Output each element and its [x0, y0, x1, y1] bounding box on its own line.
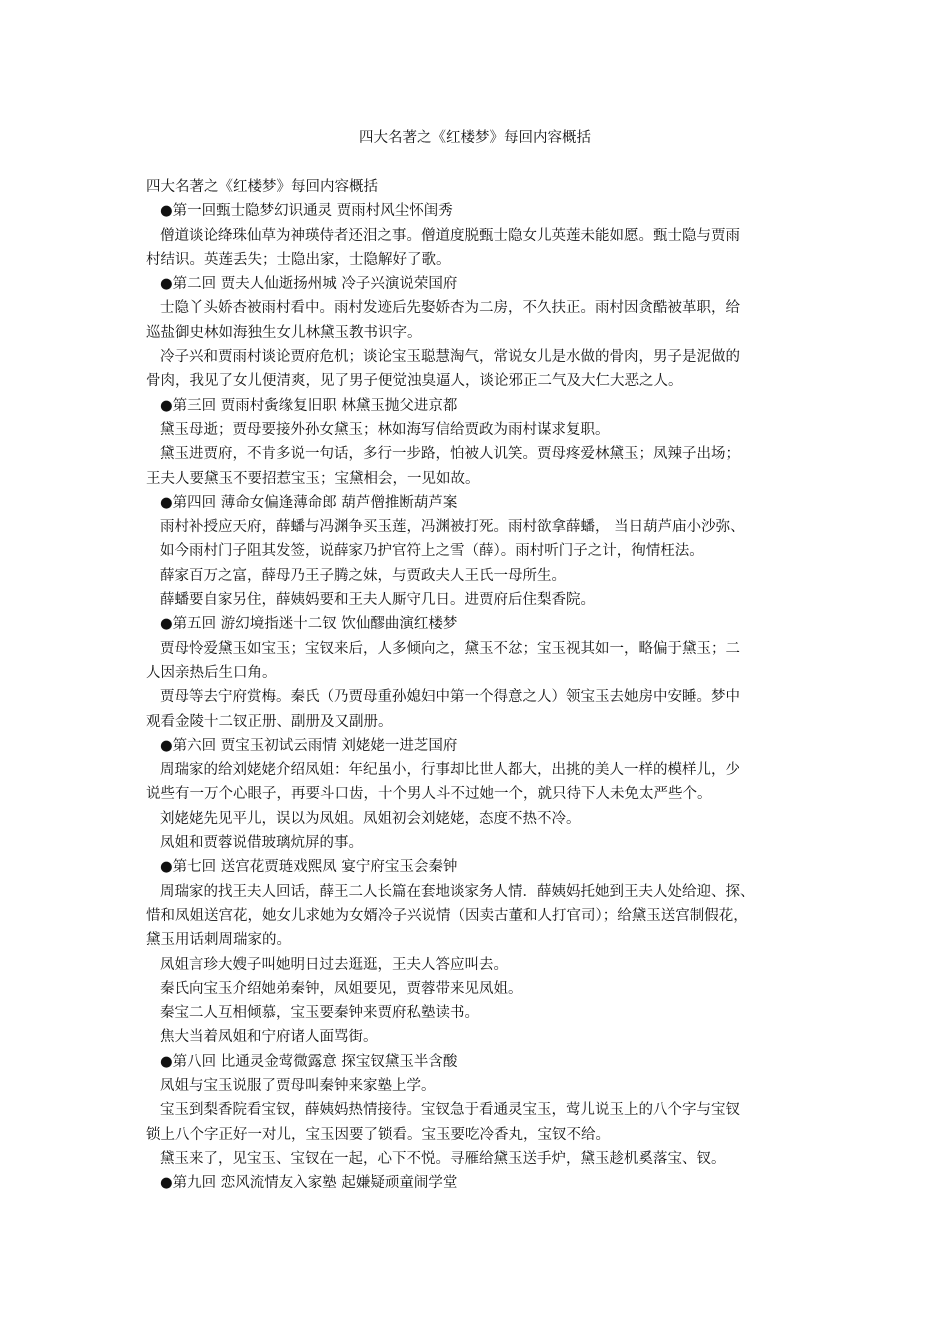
paragraph-line: 秦氏向宝玉介绍她弟秦钟，凤姐要见，贾蓉带来见凤姐。 — [160, 980, 523, 997]
paragraph-line: 凤姐和贾蓉说借玻璃炕屏的事。 — [160, 835, 363, 852]
chapter-heading: ● 第六回 贾宝玉初试云雨情 刘姥姥一进芝国府 — [146, 734, 811, 758]
chapter-heading: ● 第四回 薄命女偏逢薄命郎 葫芦僧推断葫芦案 — [146, 491, 811, 515]
paragraph-line: 贾母怜爱黛玉如宝玉；宝钗来后，人多倾向之，黛玉不忿；宝玉视其如一，略偏于黛玉；二 — [160, 640, 740, 657]
paragraph-line: 贾母等去宁府赏梅。秦氏（乃贾母重孙媳妇中第一个得意之人）领宝玉去她房中安睡。梦中 — [160, 689, 740, 706]
paragraph-continuation: 村结识。英莲丢失；士隐出家，士隐解好了歌。 — [146, 251, 451, 268]
paragraph-line: 薛家百万之富，薛母乃王子腾之妹，与贾政夫人王氏一母所生。 — [160, 567, 566, 584]
paragraph-line: 僧道谈论绛珠仙草为神瑛侍者还泪之事。僧道度脱甄士隐女儿英莲未能如愿。甄士隐与贾雨 — [160, 227, 740, 244]
chapter-heading: ● 第二回 贾夫人仙逝扬州城 冷子兴演说荣国府 — [146, 272, 811, 296]
paragraph-continuation: 观看金陵十二钗正册、副册及又副册。 — [146, 713, 393, 730]
paragraph-line: 周瑞家的给刘姥姥介绍凤姐：年纪虽小，行事却比世人都大，出挑的美人一样的模样儿，少 — [160, 762, 740, 779]
paragraph-continuation: 人因亲热后生口角。 — [146, 664, 277, 681]
paragraph-continuation: 惜和凤姐送宫花，她女儿求她为女婿冷子兴说情（因卖古董和人打官司）；给黛玉送宫制假花， — [146, 907, 748, 924]
paragraph-continuation: 锁上八个字正好一对儿，宝玉因要了锁看。宝玉要吃冷香丸，宝钗不给。 — [146, 1126, 610, 1143]
paragraph-line: 周瑞家的找王夫人回话，薛王二人长篇在套地谈家务人情．薛姨妈托她到王夫人处给迎、探、 — [160, 883, 755, 900]
paragraph-line: 薛蟠要自家另住，薛姨妈要和王夫人厮守几日。进贾府后住梨香院。 — [160, 592, 595, 609]
document-body — [146, 175, 811, 1195]
paragraph-continuation: 说些有一万个心眼子，再要斗口齿，十个男人斗不过她一个，就只待下人未免太严些个。 — [146, 786, 712, 803]
chapter-heading: ● 第三回 贾雨村夤缘复旧职 林黛玉抛父进京都 — [146, 394, 811, 418]
paragraph-line: 凤姐与宝玉说服了贾母叫秦钟来家塾上学。 — [160, 1077, 436, 1094]
paragraph-line: 冷子兴和贾雨村谈论贾府危机；谈论宝玉聪慧淘气，常说女儿是水做的骨肉，男子是泥做的 — [160, 349, 740, 366]
chapter-heading: ● 第一回甄士隐梦幻识通灵 贾雨村风尘怀闺秀 — [146, 199, 811, 223]
paragraph-line: 刘姥姥先见平儿，误以为凤姐。凤姐初会刘姥姥，态度不热不冷。 — [160, 810, 581, 827]
paragraph-line: 宝玉到梨香院看宝钗，薛姨妈热情接待。宝钗急于看通灵宝玉，莺儿说玉上的八个字与宝钗 — [160, 1102, 740, 1119]
chapter-heading: ● 第七回 送宫花贾琏戏熙凤 宴宁府宝玉会秦钟 — [146, 855, 811, 879]
paragraph-line: 黛玉母逝；贾母要接外孙女黛玉；林如海写信给贾政为雨村谋求复职。 — [160, 421, 610, 438]
paragraph-continuation: 巡盐御史林如海独生女儿林黛玉教书识字。 — [146, 324, 422, 341]
document-heading: 四大名著之《红楼梦》每回内容概括 — [146, 179, 378, 195]
page-title: 四大名著之《红楼梦》每回内容概括 — [359, 130, 591, 146]
chapter-heading: ● 第五回 游幻境指迷十二钗 饮仙醪曲演红楼梦 — [146, 612, 811, 636]
paragraph-line: 黛玉来了，见宝玉、宝钗在一起，心下不悦。寻雁给黛玉送手炉，黛玉趁机奚落宝、钗。 — [160, 1150, 726, 1167]
paragraph-continuation: 黛玉用话刺周瑞家的。 — [146, 932, 291, 949]
paragraph-continuation: 王夫人要黛玉不要招惹宝玉；宝黛相会，一见如故。 — [146, 470, 480, 487]
paragraph-line: 黛玉进贾府，不肯多说一句话，多行一步路，怕被人讥笑。贾母疼爱林黛玉；凤辣子出场； — [160, 446, 740, 463]
chapter-heading: ● 第八回 比通灵金莺微露意 探宝钗黛玉半含酸 — [146, 1050, 811, 1074]
paragraph-line: 焦大当着凤姐和宁府诸人面骂街。 — [160, 1029, 378, 1046]
paragraph-line: 如今雨村门子阻其发签，说薛家乃护官符上之雪（薛）。雨村听门子之计，徇情枉法。 — [160, 543, 704, 560]
paragraph-line: 凤姐言珍大嫂子叫她明日过去逛逛，王夫人答应叫去。 — [160, 956, 508, 973]
paragraph-continuation: 骨肉，我见了女儿便清爽，见了男子便觉浊臭逼人，谈论邪正二气及大仁大恶之人。 — [146, 373, 683, 390]
paragraph-line: 雨村补授应天府，薛蟠与冯渊争买玉莲，冯渊被打死。雨村欲拿薛蟠， 当日葫芦庙小沙弥、 — [160, 519, 745, 536]
paragraph-line: 秦宝二人互相倾慕，宝玉要秦钟来贾府私塾读书。 — [160, 1005, 479, 1022]
chapter-heading: ● 第九回 恋风流情友入家塾 起嫌疑顽童闹学堂 — [146, 1171, 811, 1195]
paragraph-line: 士隐丫头娇杏被雨村看中。雨村发迹后先娶娇杏为二房，不久扶正。雨村因贪酷被革职，给 — [160, 300, 740, 317]
